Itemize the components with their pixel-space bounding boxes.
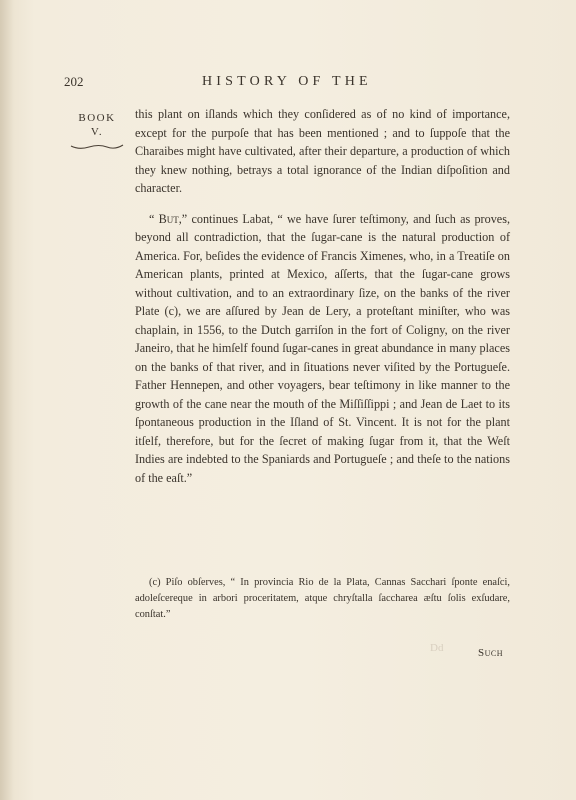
paragraph-2 [135,210,510,488]
footnote: (c) Piſo obſerves, “ In provincia Rio de la Plata, Cannas Sacchari ſponte enaſci, adoleſcereque in arbori proceritatem, atque chryſtalla ſaccharea æſtu ſolis exſudare, conſtat.” [135,577,510,620]
main-text [135,105,510,487]
bleed-through-text: Dd [430,642,444,654]
margin-book-label: BOOK [78,112,116,124]
catchword: Such [478,647,504,659]
margin-book-number: V. [90,126,104,138]
ornamental-rule-icon [69,143,125,151]
running-head: HISTORY OF THE [202,74,372,89]
paragraph-1: this plant on iſlands which they conſidered as of no kind of importance, except for the purpoſe that has been mentioned ; and to ſuppoſe that the Charaibes might have cultivated, after their departure, a production of which they knew nothing, betrays a total ignorance of the Indian diſpoſition and character. [135,107,510,195]
gutter-shadow [0,0,14,800]
margin-note [63,111,131,151]
paragraph-2-lead: “ But,” [149,211,188,226]
page-header [64,74,534,94]
page-number: 202 [64,74,84,89]
paragraph-2-text: continues Labat, “ we have ſurer teſtimony, and ſuch as proves, beyond all contradiction, that the ſugar-cane is the natural production of America. For, beſides the evidence of Francis Ximenes, who, in a Treatiſe on American plants, printed at Mexico, aſſerts, that the ſugar-cane grows without cultivation, and to an extraordinary ſize, on the banks of the river Plate (c), we are aſſured by Jean de Lery, a proteſtant miniſter, who was chaplain, in 1556, to the Dutch garriſon in the fort of Coligny, on the river Janeiro, that he himſelf found ſugar-canes in great abundance in many places on the banks of that river, and in ſituations never viſited by the Portugueſe. Father Hennepen, and other voyagers, bear teſtimony in like manner to the growth of the cane near the mouth of the Miſſiſſippi ; and Jean de Laet to its ſpontaneous production in the Iſland of St. Vincent. It is not for the plant itſelf, therefore, but for the ſecret of making ſugar from it, that the Weſt Indies are indebted to the Spaniards and Portugueſe ; and theſe to the nations of the eaſt.” [135,211,510,485]
